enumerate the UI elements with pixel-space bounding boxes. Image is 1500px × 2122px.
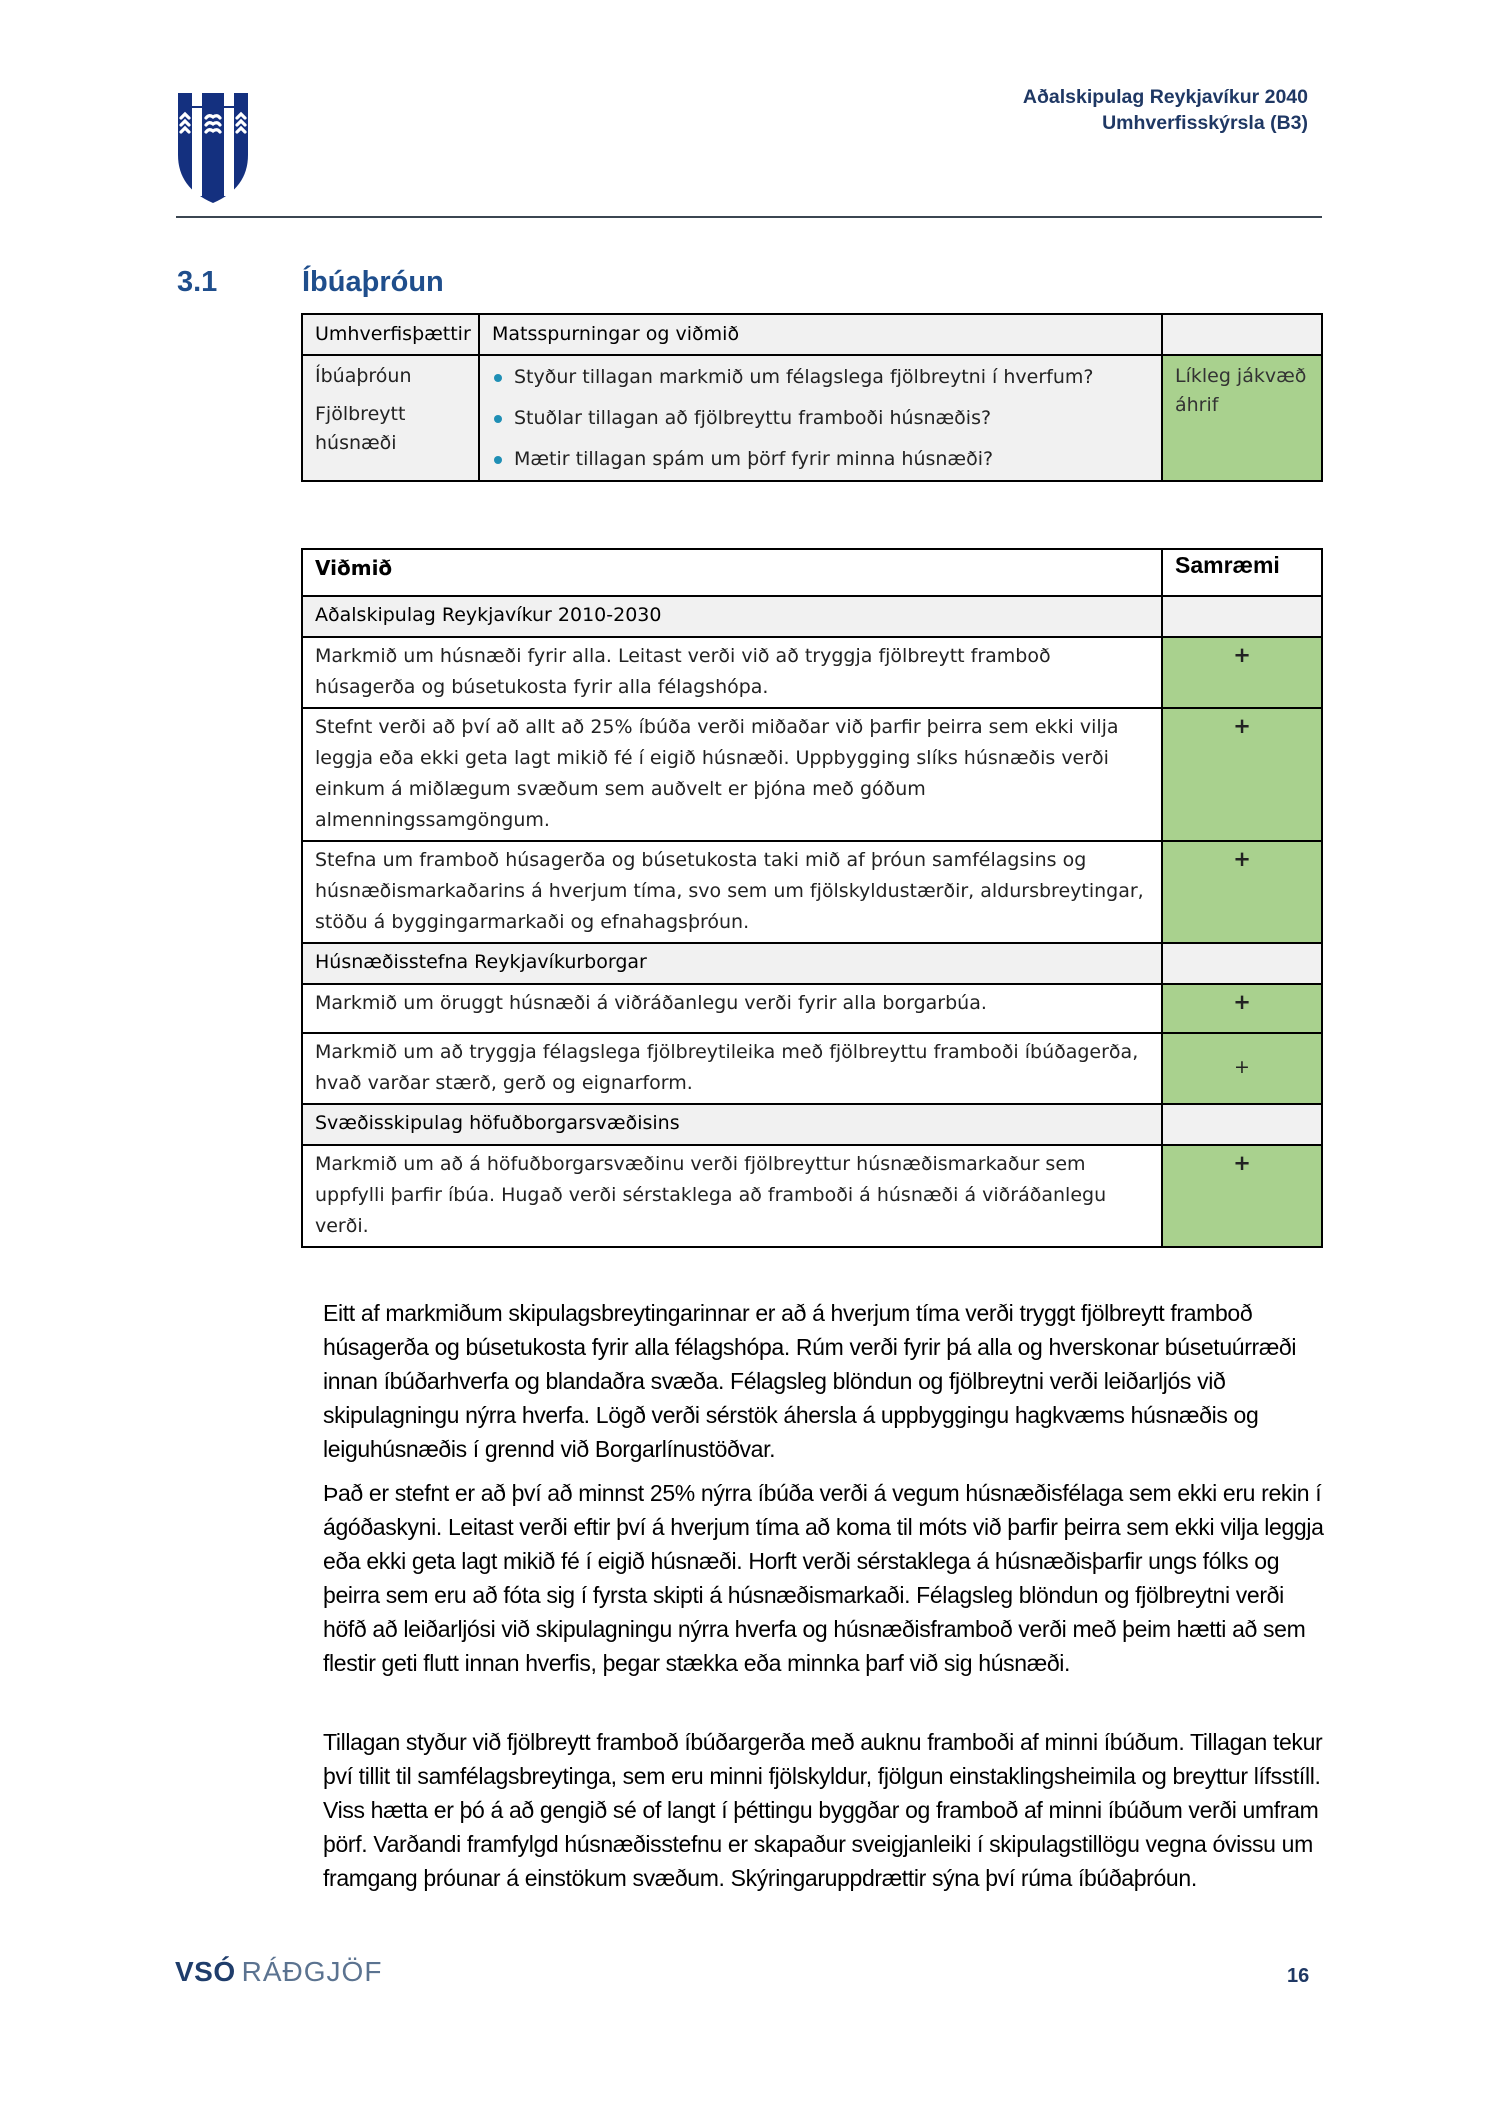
- criteria-row: [302, 1033, 1322, 1104]
- consistency-score: +: [1162, 841, 1322, 943]
- factor-label: Íbúaþróun: [315, 365, 412, 387]
- criteria-text: Markmið um húsnæði fyrir alla. Leitast verði við að tryggja fjölbreytt framboð húsagerða og búsetukosta fyrir alla félagshópa.: [302, 637, 1162, 708]
- consistency-score: +: [1162, 637, 1322, 708]
- logo-brand-bold: VSÓ: [175, 1956, 236, 1987]
- column-header-factors: Umhverfisþættir: [302, 314, 479, 355]
- page-number: 16: [1287, 1965, 1310, 1987]
- criteria-row: [302, 984, 1322, 1033]
- section-title: Svæðisskipulag höfuðborgarsvæðisins: [302, 1104, 1162, 1145]
- criteria-text: Markmið um öruggt húsnæði á viðráðanlegu verði fyrir alla borgarbúa.: [302, 984, 1162, 1033]
- section-number: 3.1: [177, 266, 218, 298]
- logo-brand-light: RÁÐGJÖF: [241, 1956, 383, 1987]
- environmental-factors-cell: [302, 355, 479, 481]
- factor-label: Fjölbreytt húsnæði: [315, 403, 406, 454]
- question-text: Styður tillagan markmið um félagslega fjölbreytni í hverfum?: [514, 366, 1094, 388]
- consistency-score: +: [1162, 708, 1322, 841]
- body-paragraph: Eitt af markmiðum skipulagsbreytingarinnar er að á hverjum tíma verði tryggt fjölbreytt framboð húsagerða og búsetukosta fyrir alla félagshópa. Rúm verði fyrir þá alla og hverskonar búsetuúrræði innan íbúðarhverfa og blandaðra svæða. Félagsleg blöndun og fjölbreytni verði leiðarljós við skipulagningu nýrra hverfa. Lögð verði sérstök áhersla á uppbyggingu hagkvæms húsnæðis og leiguhúsnæðis í grennd við Borgarlínustöðvar.: [323, 1300, 1297, 1462]
- assessment-table-row: [302, 355, 1322, 481]
- question-text: Stuðlar tillagan að fjölbreyttu framboði húsnæðis?: [514, 407, 992, 429]
- criteria-section-header: [302, 1104, 1322, 1145]
- assessment-table-header: [302, 314, 1322, 355]
- consistency-score: +: [1162, 1033, 1322, 1104]
- question-list: [492, 362, 1149, 474]
- criteria-row: [302, 708, 1322, 841]
- question-item: [492, 362, 1149, 392]
- assessment-table: [301, 313, 1323, 482]
- section-title: Íbúaþróun: [302, 266, 444, 298]
- document-subtitle: Umhverfisskýrsla (B3): [1102, 112, 1308, 134]
- bullet-icon: [494, 456, 502, 464]
- consistency-score: +: [1162, 1145, 1322, 1247]
- criteria-text: Stefna um framboð húsagerða og búsetukosta taki mið af þróun samfélagsins og húsnæðismarkaðarins á hverjum tíma, svo sem um fjölskyldustærðir, aldursbreytingar, stöðu á byggingarmarkaði og efnahagsþróun.: [302, 841, 1162, 943]
- bullet-icon: [494, 374, 502, 382]
- question-item: [492, 444, 1149, 474]
- criteria-section-header: [302, 943, 1322, 984]
- section-score-empty: [1162, 1104, 1322, 1145]
- section-score-empty: [1162, 596, 1322, 637]
- criteria-row: [302, 1145, 1322, 1247]
- column-header-criteria: Viðmið: [302, 549, 1162, 596]
- section-title: Húsnæðisstefna Reykjavíkurborgar: [302, 943, 1162, 984]
- criteria-section-header: [302, 596, 1322, 637]
- criteria-text: Markmið um að á höfuðborgarsvæðinu verði fjölbreyttur húsnæðismarkaður sem uppfylli þarfir íbúa. Hugað verði sérstaklega að framboði á húsnæði á viðráðanlegu verði.: [302, 1145, 1162, 1247]
- column-header-consistency: Samræmi: [1162, 549, 1322, 596]
- criteria-text: Markmið um að tryggja félagslega fjölbreytileika með fjölbreyttu framboði íbúðagerða, hvað varðar stærð, gerð og eignarform.: [302, 1033, 1162, 1104]
- column-header-assessment: [1162, 314, 1322, 355]
- criteria-row: [302, 637, 1322, 708]
- criteria-row: [302, 841, 1322, 943]
- question-text: Mætir tillagan spám um þörf fyrir minna húsnæði?: [514, 448, 994, 470]
- criteria-table-header: [302, 549, 1322, 596]
- body-paragraph: Tillagan styður við fjölbreytt framboð íbúðargerða með auknu framboði af minni íbúðum. Tillagan tekur því tillit til samfélagsbreytinga, sem eru minni fjölskyldur, fjölgun einstaklingsheimila og breyttur lífsstíll. Viss hætta er þó á að gengið sé of langt í þéttingu byggðar og framboð af minni íbúðum verði umfram þörf. Varðandi framfylgd húsnæðisstefnu er skapaður sveigjanleiki í skipulagstillögu vegna óvissu um framgang þróunar á einstökum svæðum. Skýringaruppdrættir sýna því rúma íbúðaþróun.: [323, 1729, 1323, 1891]
- document-header: [1023, 84, 1308, 136]
- criteria-table: [301, 548, 1323, 1248]
- column-header-questions: Matsspurningar og viðmið: [479, 314, 1162, 355]
- vso-radgjof-logo: [175, 1956, 382, 1988]
- body-paragraph: Það er stefnt er að því að minnst 25% nýrra íbúða verði á vegum húsnæðisfélaga sem ekki eru rekin í ágóðaskyni. Leitast verði eftir því á hverjum tíma að koma til móts við þarfir þeirra sem ekki vilja leggja eða ekki geta lagt mikið fé í eigið húsnæði. Horft verði sérstaklega á húsnæðisþarfir ungs fólks og þeirra sem eru að fóta sig í fyrsta skipti á húsnæðismarkaði. Félagsleg blöndun og fjölbreytni verði höfð að leiðarljósi við skipulagningu nýrra hverfa og húsnæðisframboð verði með þeim hætti að sem flestir geti flutt innan hverfis, þegar stækka eða minnka þarf við sig húsnæði.: [323, 1480, 1324, 1676]
- criteria-text: Stefnt verði að því að allt að 25% íbúða verði miðaðar við þarfir þeirra sem ekki vilja leggja eða ekki geta lagt mikið fé í eigið húsnæði. Uppbygging slíks húsnæðis verði einkum á miðlægum svæðum sem auðvelt er þjóna með góðum almenningssamgöngum.: [302, 708, 1162, 841]
- assessment-result-cell: Líkleg jákvæð áhrif: [1162, 355, 1322, 481]
- assessment-questions-cell: [479, 355, 1162, 481]
- section-title: Aðalskipulag Reykjavíkur 2010-2030: [302, 596, 1162, 637]
- consistency-score: +: [1162, 984, 1322, 1033]
- document-title: Aðalskipulag Reykjavíkur 2040: [1022, 86, 1308, 108]
- question-item: [492, 403, 1149, 433]
- section-score-empty: [1162, 943, 1322, 984]
- header-divider: [176, 216, 1322, 218]
- reykjavik-coat-of-arms-icon: [178, 93, 248, 203]
- bullet-icon: [494, 415, 502, 423]
